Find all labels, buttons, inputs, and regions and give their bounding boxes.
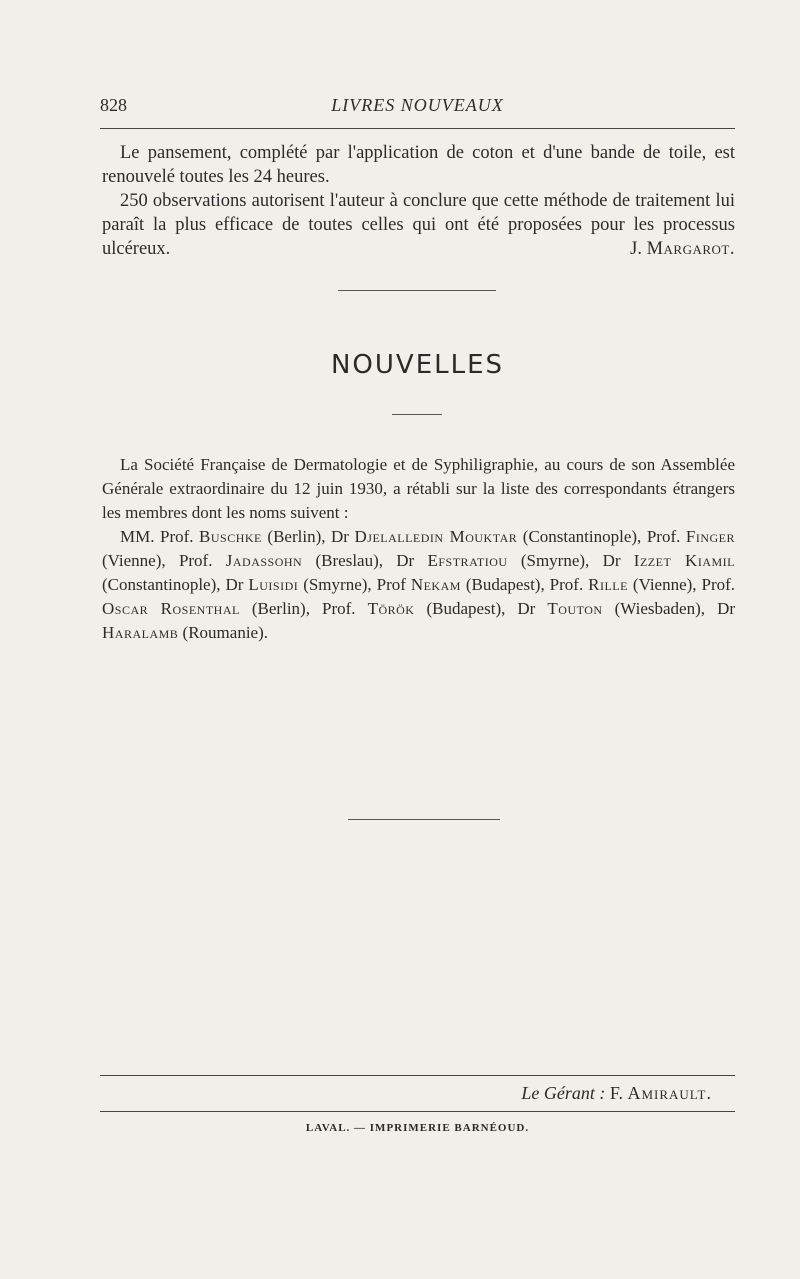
page-number: 828 — [100, 95, 127, 115]
section-title-underline — [392, 414, 442, 415]
member-name: Luisidi — [248, 575, 299, 594]
member-title: Prof. — [701, 575, 736, 594]
member-name: Haralamb — [102, 623, 179, 642]
member-entry — [550, 575, 697, 594]
gerant-label: Le Gérant : — [521, 1083, 606, 1103]
member-name: Touton — [547, 599, 603, 618]
header-rule — [100, 128, 735, 129]
member-name: Djelalledin Mouktar — [354, 527, 518, 546]
member-title: Dr — [517, 599, 548, 618]
member-place: (Budapest), — [460, 575, 545, 594]
member-title: Dr — [602, 551, 634, 570]
news-intro: La Société Française de Dermatologie et de Syphiligraphie, au cours de son Assemblée Générale extraordinaire du 12 juin 1930, a rétabli sur la liste des correspondants étrangers les membres dont les noms suivent : — [102, 455, 735, 522]
member-place: (Budapest), — [414, 599, 506, 618]
review-signature — [630, 237, 735, 261]
section-divider-bottom — [348, 819, 500, 820]
signature-name: Margarot. — [646, 239, 735, 259]
member-title: Prof. — [549, 575, 589, 594]
member-title: Dr — [225, 575, 249, 594]
footer-rule-bottom — [100, 1111, 735, 1112]
member-place: (Vienne), — [627, 575, 697, 594]
member-name: Efstratiou — [427, 551, 508, 570]
footer-rule-top — [100, 1075, 735, 1076]
member-place: (Berlin), — [261, 527, 326, 546]
review-paragraph-2 — [102, 189, 735, 261]
member-name: Nekam — [410, 575, 461, 594]
member-entry — [120, 527, 326, 546]
news-text — [102, 453, 735, 645]
member-entry — [322, 599, 505, 618]
news-members — [102, 525, 735, 645]
member-title: Prof. — [322, 599, 368, 618]
member-entry — [179, 551, 383, 570]
gerant-initial: F. — [609, 1083, 623, 1103]
member-title: MM. Prof. — [120, 527, 200, 546]
member-title: Prof. — [646, 527, 686, 546]
member-title: Prof — [376, 575, 411, 594]
member-name: Finger — [685, 527, 735, 546]
member-name: Buschke — [199, 527, 262, 546]
running-head — [100, 95, 735, 119]
member-entry — [225, 575, 371, 594]
member-title: Dr — [396, 551, 428, 570]
member-name: Rille — [588, 575, 628, 594]
printer-imprint: LAVAL. — IMPRIMERIE BARNÉOUD. — [305, 1122, 530, 1134]
review-text — [102, 141, 735, 261]
signature-initial: J. — [630, 239, 642, 259]
member-title: Dr — [717, 599, 736, 618]
member-place: (Berlin), — [239, 599, 310, 618]
member-place: (Smyrne), — [298, 575, 372, 594]
member-place: (Wiesbaden), — [602, 599, 706, 618]
member-name: Oscar Rosenthal — [102, 599, 240, 618]
review-paragraph-2-text: 250 observations autorisent l'auteur à conclure que cette méthode de traitement lui paraît la plus efficace de toutes celles qui ont été proposées pour les processus ulcéreux. — [102, 191, 735, 259]
member-entry — [331, 527, 641, 546]
member-place: (Constantinople), — [102, 575, 221, 594]
gerant-line — [521, 1083, 712, 1104]
member-name: Izzet Kiamil — [633, 551, 735, 570]
member-place: (Breslau), — [302, 551, 383, 570]
gerant-name: Amirault. — [627, 1083, 712, 1103]
member-entry — [377, 575, 545, 594]
review-paragraph-1: Le pansement, complété par l'application de coton et d'une bande de toile, est renouvelé toutes les 24 heures. — [102, 143, 735, 187]
section-title: NOUVELLES — [330, 350, 505, 380]
section-divider-top — [338, 290, 496, 291]
member-entry — [396, 551, 589, 570]
member-place: (Constantinople), — [517, 527, 642, 546]
member-entry — [517, 599, 705, 618]
member-title: Prof. — [178, 551, 226, 570]
member-name: Jadassohn — [225, 551, 303, 570]
member-place: (Roumanie). — [178, 623, 268, 642]
member-title: Dr — [331, 527, 355, 546]
running-title: LIVRES NOUVEAUX — [331, 95, 504, 115]
member-name: Török — [367, 599, 415, 618]
member-place: (Smyrne), — [507, 551, 590, 570]
member-place: (Vienne), — [102, 551, 166, 570]
